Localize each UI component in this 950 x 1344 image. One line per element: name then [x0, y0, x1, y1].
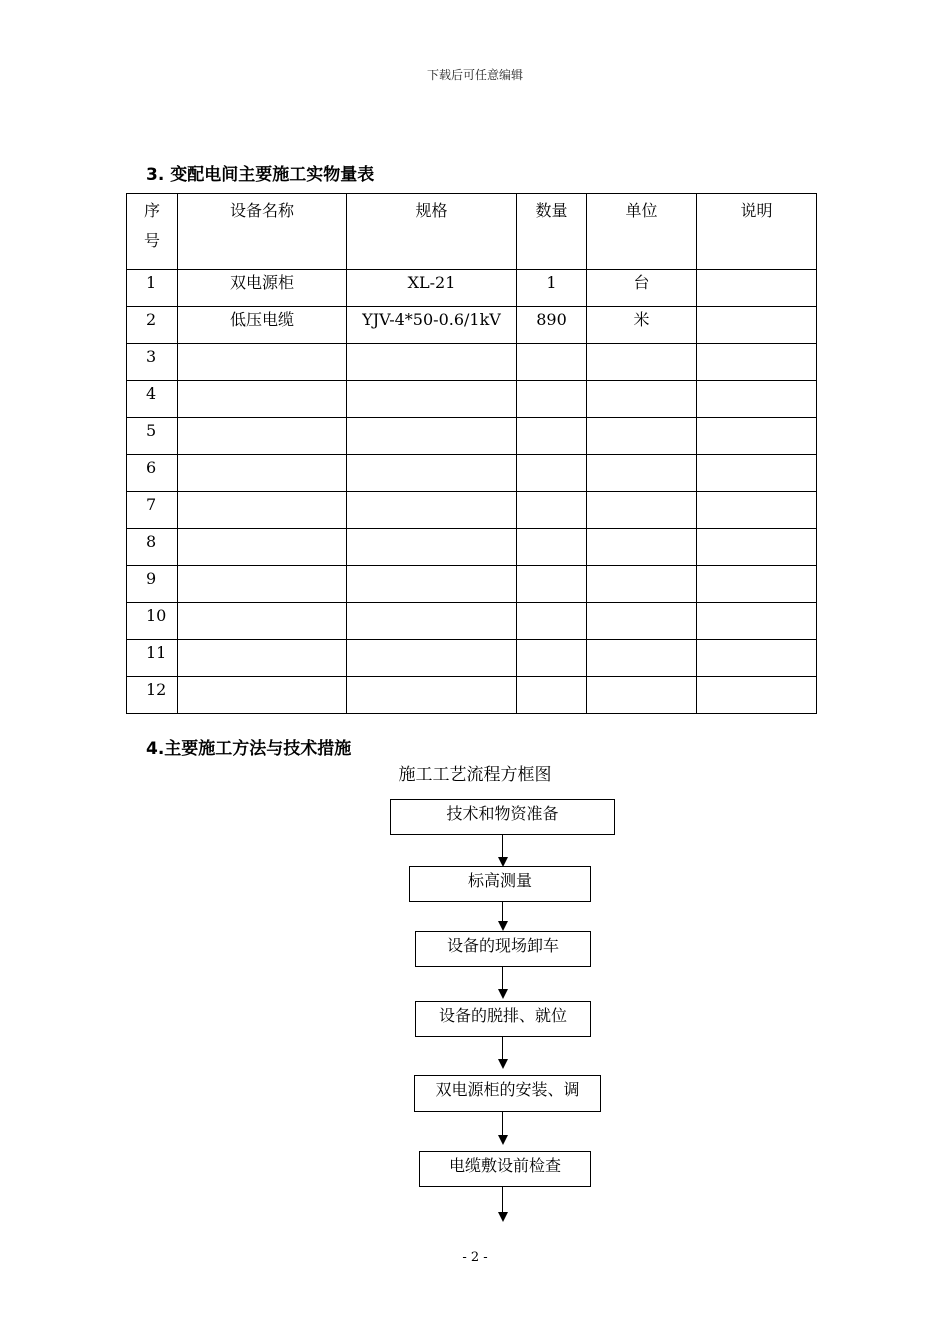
- table-row: [127, 529, 817, 566]
- cell-name: [178, 344, 347, 381]
- cell-quantity: [517, 566, 587, 603]
- cell-spec: XL-21: [347, 270, 517, 307]
- cell-name: [178, 381, 347, 418]
- cell-unit: [587, 603, 697, 640]
- cell-unit: [587, 344, 697, 381]
- cell-unit: [587, 455, 697, 492]
- table-row: [127, 381, 817, 418]
- header-cell-index: [127, 194, 178, 270]
- flow-connector-4: [502, 1037, 503, 1061]
- section-4-title: 4.主要施工方法与技术措施: [146, 739, 352, 759]
- cell-quantity: [517, 492, 587, 529]
- cell-index: 12: [127, 677, 178, 714]
- cell-spec: [347, 640, 517, 677]
- cell-quantity: [517, 529, 587, 566]
- flow-connector-5: [502, 1112, 503, 1137]
- table-row: [127, 677, 817, 714]
- cell-remark: [697, 677, 817, 714]
- cell-index: 6: [127, 455, 178, 492]
- page-number: - 2 -: [462, 1250, 488, 1265]
- flow-connector-1: [502, 835, 503, 859]
- table-row: [127, 455, 817, 492]
- flow-step-6: 电缆敷设前检查: [419, 1151, 591, 1187]
- cell-spec: [347, 566, 517, 603]
- flow-arrow-2: [498, 921, 508, 931]
- header-cell-remark: 说明: [697, 194, 817, 270]
- cell-unit: [587, 677, 697, 714]
- cell-index: 7: [127, 492, 178, 529]
- cell-remark: [697, 307, 817, 344]
- cell-name: [178, 418, 347, 455]
- cell-remark: [697, 566, 817, 603]
- cell-index: 2: [127, 307, 178, 344]
- cell-index: 11: [127, 640, 178, 677]
- cell-index: 5: [127, 418, 178, 455]
- flow-step-3: 设备的现场卸车: [415, 931, 591, 967]
- cell-index: 8: [127, 529, 178, 566]
- cell-remark: [697, 640, 817, 677]
- cell-quantity: [517, 418, 587, 455]
- cell-name: [178, 529, 347, 566]
- cell-index: 10: [127, 603, 178, 640]
- cell-name: [178, 640, 347, 677]
- cell-name: [178, 603, 347, 640]
- cell-unit: [587, 381, 697, 418]
- cell-quantity: [517, 381, 587, 418]
- cell-remark: [697, 603, 817, 640]
- table-row: [127, 270, 817, 307]
- flowchart-title: 施工工艺流程方框图: [398, 765, 552, 785]
- cell-spec: [347, 418, 517, 455]
- cell-name: [178, 492, 347, 529]
- table-row: [127, 307, 817, 344]
- flow-step-1: 技术和物资准备: [390, 799, 615, 835]
- flow-connector-6: [502, 1187, 503, 1213]
- cell-quantity: 1: [517, 270, 587, 307]
- cell-remark: [697, 381, 817, 418]
- cell-remark: [697, 270, 817, 307]
- cell-index: 1: [127, 270, 178, 307]
- header-cell-spec: 规格: [347, 194, 517, 270]
- cell-quantity: [517, 677, 587, 714]
- flow-step-4: 设备的脱排、就位: [415, 1001, 591, 1037]
- cell-index: 3: [127, 344, 178, 381]
- flow-arrow-3: [498, 989, 508, 999]
- cell-unit: [587, 492, 697, 529]
- flow-connector-3: [502, 967, 503, 991]
- cell-index: 4: [127, 381, 178, 418]
- cell-unit: 米: [587, 307, 697, 344]
- cell-spec: [347, 529, 517, 566]
- cell-spec: [347, 677, 517, 714]
- header-index-label: 序号: [144, 201, 161, 250]
- quantity-table: [126, 193, 817, 714]
- cell-spec: [347, 381, 517, 418]
- cell-unit: [587, 418, 697, 455]
- table-row: [127, 566, 817, 603]
- cell-remark: [697, 455, 817, 492]
- cell-spec: [347, 455, 517, 492]
- cell-quantity: [517, 603, 587, 640]
- section-3-title: 3. 变配电间主要施工实物量表: [146, 165, 375, 185]
- flow-step-5: 双电源柜的安装、调: [414, 1075, 601, 1112]
- cell-quantity: [517, 640, 587, 677]
- flow-arrow-4: [498, 1059, 508, 1069]
- cell-remark: [697, 529, 817, 566]
- flow-connector-2: [502, 902, 503, 923]
- cell-spec: [347, 603, 517, 640]
- cell-spec: YJV-4*50-0.6/1kV: [347, 307, 517, 344]
- cell-name: 双电源柜: [178, 270, 347, 307]
- table-row: [127, 344, 817, 381]
- cell-unit: 台: [587, 270, 697, 307]
- cell-quantity: [517, 344, 587, 381]
- cell-quantity: [517, 455, 587, 492]
- table-row: [127, 640, 817, 677]
- cell-unit: [587, 529, 697, 566]
- cell-remark: [697, 418, 817, 455]
- flow-step-2: 标高测量: [409, 866, 591, 902]
- table-row: [127, 418, 817, 455]
- cell-unit: [587, 566, 697, 603]
- header-cell-unit: 单位: [587, 194, 697, 270]
- cell-quantity: 890: [517, 307, 587, 344]
- header-cell-quantity: 数量: [517, 194, 587, 270]
- table-row: [127, 603, 817, 640]
- table-header-row: [127, 194, 817, 270]
- cell-name: [178, 455, 347, 492]
- cell-name: [178, 566, 347, 603]
- cell-name: [178, 677, 347, 714]
- table-row: [127, 492, 817, 529]
- cell-remark: [697, 492, 817, 529]
- flow-arrow-6: [498, 1212, 508, 1222]
- cell-spec: [347, 492, 517, 529]
- cell-name: 低压电缆: [178, 307, 347, 344]
- page-header-note: 下载后可任意编辑: [426, 68, 523, 82]
- header-cell-name: 设备名称: [178, 194, 347, 270]
- cell-unit: [587, 640, 697, 677]
- cell-remark: [697, 344, 817, 381]
- cell-spec: [347, 344, 517, 381]
- cell-index: 9: [127, 566, 178, 603]
- flow-arrow-5: [498, 1135, 508, 1145]
